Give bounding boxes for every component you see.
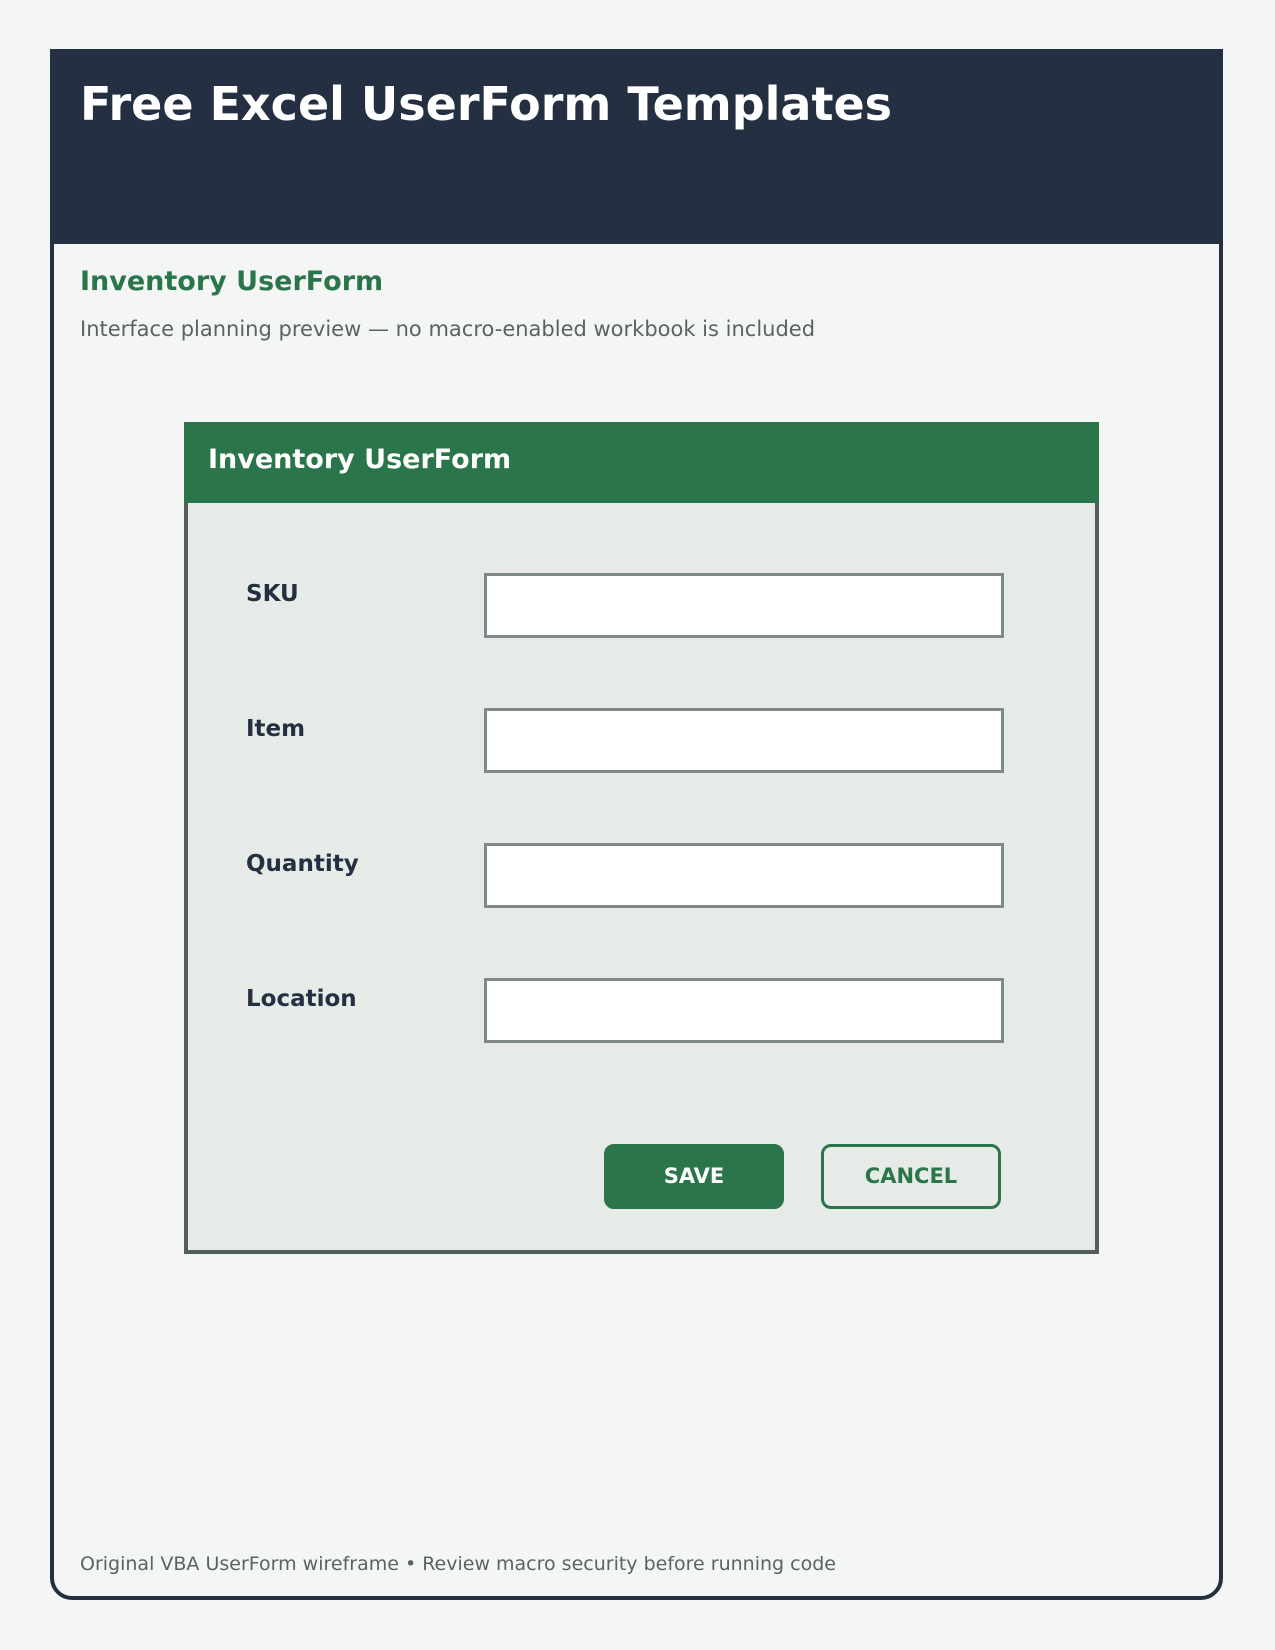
section-title: Inventory UserForm [80,266,384,297]
item-label: Item [246,716,306,742]
quantity-label: Quantity [246,851,359,877]
location-label: Location [246,986,357,1012]
userform-title: Inventory UserForm [208,444,512,475]
item-input[interactable] [484,708,1004,773]
userform-window [184,422,1099,1254]
location-input[interactable] [484,978,1004,1043]
userform-titlebar [184,422,1099,503]
sku-input[interactable] [484,573,1004,638]
footer-note: Original VBA UserForm wireframe • Review macro security before running code [80,1553,836,1575]
page-title: Free Excel UserForm Templates [80,77,893,131]
sku-label: SKU [246,581,299,607]
cancel-button[interactable]: CANCEL [821,1144,1001,1209]
section-subtitle: Interface planning preview — no macro-enabled workbook is included [80,317,816,341]
quantity-input[interactable] [484,843,1004,908]
save-button[interactable]: SAVE [604,1144,784,1209]
page-card [50,49,1223,1600]
page-banner [50,49,1223,244]
